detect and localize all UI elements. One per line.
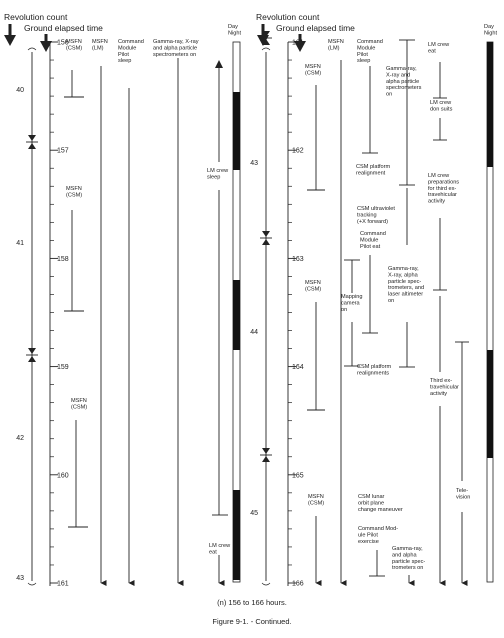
cmp-exercise-label	[358, 526, 398, 545]
hour-label: 166	[292, 580, 304, 588]
day-night-header-right	[484, 24, 498, 36]
svg-text:MSFN(CSM): MSFN (CSM)	[305, 64, 322, 77]
gamma-ray-label-1	[386, 66, 422, 98]
revolution-ticks-right	[250, 31, 272, 517]
svg-text:CSM platformrealignments: CSM platform realignments	[357, 364, 392, 377]
csm-platform-realignment-label	[356, 164, 391, 176]
cmp-eat-label	[360, 231, 386, 250]
lm-crew-sleep-label	[207, 168, 229, 180]
csm-ultraviolet-tracking-label	[357, 206, 395, 225]
revolution-label: 45	[250, 510, 258, 517]
csm-lunar-plane-change-label	[358, 494, 403, 513]
ground-elapsed-time-header: Ground elapsed time	[24, 23, 103, 33]
column-msfn-csm-right	[305, 64, 321, 76]
revolution-label: 42	[16, 435, 24, 442]
revolution-arrow-icon	[4, 24, 16, 46]
revolution-ticks	[16, 87, 38, 582]
hour-label: 163	[292, 255, 304, 263]
svg-text:DayNight: Day Night	[228, 24, 242, 37]
revolution-count-header: Revolution count	[4, 12, 68, 22]
third-eva-label	[430, 378, 459, 397]
svg-text:Third ex-travehicularactivity: Third ex-travehicular activity	[430, 378, 459, 397]
svg-text:MSFN(CSM): MSFN (CSM)	[71, 398, 88, 411]
revolution-label: 41	[16, 240, 24, 247]
figure-caption: Figure 9-1. - Continued.	[212, 617, 292, 626]
revolution-boundary-arrow	[262, 231, 270, 237]
revolution-boundary-arrow	[28, 135, 36, 141]
svg-text:Gamma-ray,X-ray, alphaparticle: Gamma-ray, X-ray, alpha particle spec-trometers, and laser altimeter on	[388, 266, 425, 304]
svg-text:LM crewdon suits: LM crew don suits	[430, 100, 453, 113]
lm-crew-don-suits-label	[430, 100, 453, 112]
column-command-module-pilot	[118, 39, 144, 64]
hour-label: 161	[292, 39, 304, 47]
svg-text:CommandModulePilot eat: Command Module Pilot eat	[360, 231, 386, 250]
revolution-label: 43	[250, 160, 258, 167]
csm-platform-realignments-label	[357, 364, 392, 376]
svg-text:CSM ultraviolettracking(+X for: CSM ultraviolet tracking (+X forward)	[357, 206, 395, 225]
left-panel	[4, 12, 242, 588]
msfn-csm-block-2	[66, 186, 82, 198]
svg-text:Mappingcameraon: Mapping camera on	[341, 294, 363, 313]
hour-label: 165	[292, 472, 304, 480]
svg-text:CommandModulePilotsleep: Command Module Pilot sleep	[118, 39, 144, 65]
svg-text:LM crewsleep: LM crew sleep	[207, 168, 229, 181]
revolution-boundary-arrow	[262, 448, 270, 454]
ground-elapsed-time-header-right: Ground elapsed time	[276, 23, 355, 33]
television-label	[456, 488, 470, 500]
revolution-count-header-right: Revolution count	[256, 12, 320, 22]
revolution-axis-start	[28, 48, 36, 50]
svg-text:DayNight: Day Night	[484, 24, 498, 37]
time-axis-ticks-right	[288, 40, 304, 588]
day-night-bar	[233, 42, 240, 582]
svg-text:Tele-vision: Tele-vision	[456, 488, 471, 501]
hour-label: 157	[57, 147, 69, 155]
svg-text:LM crewpreparationsfor third e: LM crew preparations for third ex-travehicular activity	[428, 173, 460, 205]
svg-text:Gamma-ray,and alphaparticle sp: Gamma-ray, and alpha particle spec-trometers on	[392, 546, 426, 572]
svg-text:MSFN(CSM): MSFN (CSM)	[66, 39, 83, 52]
msfn-csm-block-3	[71, 398, 87, 410]
hour-label: 158	[57, 255, 69, 263]
svg-text:CSM platformrealignment: CSM platform realignment	[356, 164, 391, 177]
lm-crew-preparations-label	[428, 173, 459, 205]
svg-text:Command Mod-ule Pilotexercise: Command Mod-ule Pilot exercise	[358, 526, 399, 545]
column-msfn-lm-right	[328, 39, 344, 51]
revolution-label: 44	[250, 329, 258, 336]
hour-label: 159	[57, 364, 69, 372]
time-axis-ticks	[50, 40, 69, 588]
svg-text:MSFN(CSM): MSFN (CSM)	[308, 494, 325, 507]
svg-text:CSM lunarorbit planechange man: CSM lunar orbit plane change maneuver	[358, 494, 403, 513]
svg-text:Gamma-ray, X-rayand alpha part: Gamma-ray, X-ray and alpha particle spectrometers on	[153, 39, 199, 58]
hour-label: 162	[292, 147, 304, 155]
hour-label: 161	[57, 580, 69, 588]
lm-crew-eat-label	[209, 543, 231, 555]
svg-text:LM creweat: LM crew eat	[428, 42, 450, 55]
svg-text:CommandModulePilotsleep: Command Module Pilot sleep	[357, 39, 383, 65]
column-msfn-lm	[92, 39, 108, 51]
svg-text:Gamma-ray,X-ray andalpha parti: Gamma-ray, X-ray and alpha particle spectrometers on	[386, 66, 422, 98]
figure-range-caption: (n) 156 to 166 hours.	[217, 598, 287, 607]
revolution-axis-end	[28, 583, 36, 585]
svg-text:MSFN(CSM): MSFN (CSM)	[305, 280, 322, 293]
gamma-ray-label-2	[388, 266, 424, 304]
svg-text:MSFN(LM): MSFN (LM)	[328, 39, 344, 52]
day-night-header	[228, 24, 242, 36]
svg-text:LM creweat: LM crew eat	[209, 543, 231, 556]
gamma-ray-label-3	[392, 546, 425, 571]
day-night-bar-right	[487, 42, 493, 582]
hour-label: 156	[57, 39, 69, 47]
svg-text:MSFN(CSM): MSFN (CSM)	[66, 186, 83, 199]
revolution-label: 43	[16, 575, 24, 582]
column-gamma-spectrometers	[153, 39, 199, 58]
revolution-label: 40	[16, 87, 24, 94]
column-command-module-pilot-right	[357, 39, 383, 64]
msfn-csm-label-mid	[305, 280, 321, 292]
revolution-boundary-arrow	[28, 348, 36, 354]
right-panel	[250, 12, 497, 588]
hour-label: 160	[57, 472, 69, 480]
msfn-csm-label-low	[308, 494, 324, 506]
column-msfn-csm	[66, 39, 82, 51]
hour-label: 164	[292, 364, 304, 372]
lm-crew-eat-label-right	[428, 42, 450, 54]
svg-text:MSFN(LM): MSFN (LM)	[92, 39, 108, 52]
mapping-camera-label	[341, 294, 362, 313]
